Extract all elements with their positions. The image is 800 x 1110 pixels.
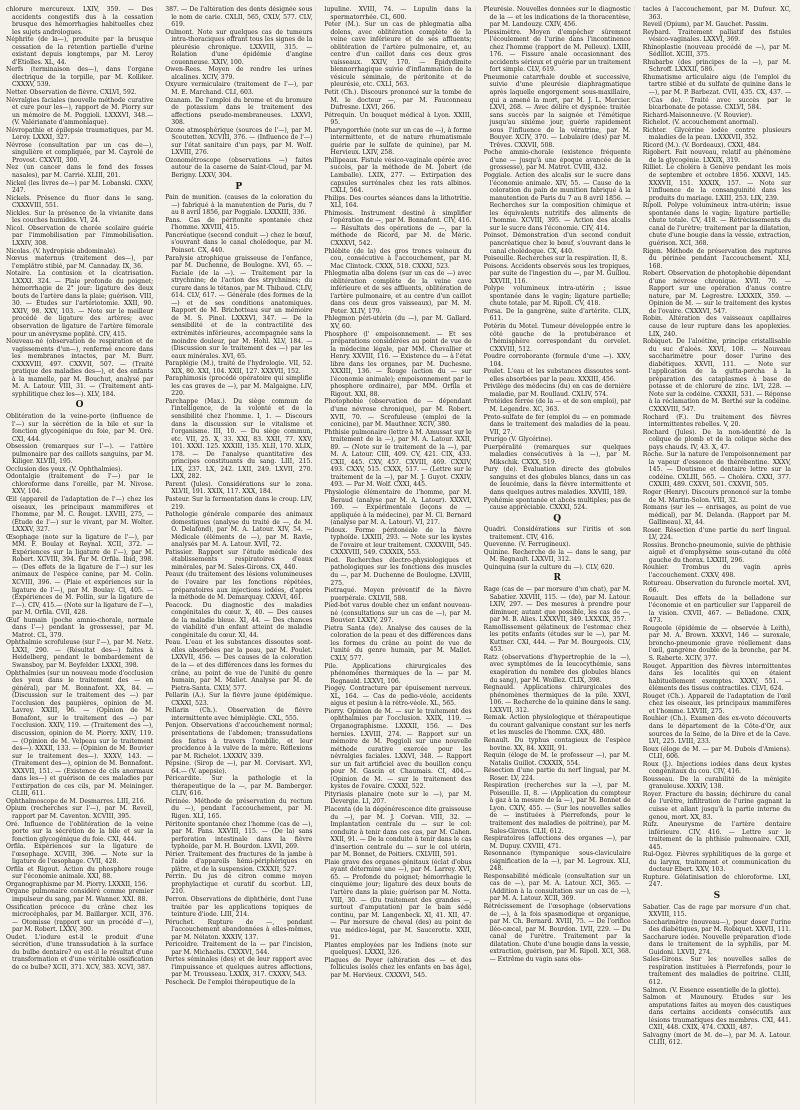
index-entry: Sabatier. Cas de rage par morsure d'un chat. XXVIII, 115.: [642, 903, 791, 919]
index-entry: Perrin. Du jus de citron comme moyen prophylactique et curatif du scorbut. LII, 210.: [165, 873, 313, 896]
index-entry: Pans. Cas de péritonite spontanée chez l'homme. XXVIII, 415.: [165, 216, 313, 232]
index-entry: Névrose (consultation par un cas de—), singulière et compliquée, par M. Cayrolé de Provost. CXXVII, 300.: [6, 141, 154, 164]
index-entry: Paralysie atrophique graisseuse de l'enfance, par M. Duchenne, de Boulogne. XVI, 65. — Faciale (de la —). — Traitement par la strychnine; de l'action des strychnines; du curare dans le tétanos, par M. Thibaud. CLIV, 614. CLV, 617. — Générale (des formes de la —) et de ses conditions anatomiques. Rapport de M. Brichotteau sur un mémoire de M. S. Pinel. LXXXVI, 347. — De la sensibilité et de la contractilité des extrémités inférieures, accompagnée sans la moindre douleur, par M. Hohl. XLV, 184. — (Discussion sur le traitement des —) par les eaux minérales. XVI, 65.: [165, 254, 313, 360]
section-letter: S: [713, 890, 721, 901]
index-entry: Néphrite (de la—), produite par la brusque cessation de la rétention partielle d'urine existant depuis longtemps, par M. Leroy d'Etiolles. XL, 44.: [6, 36, 154, 66]
index-entry: Poudre corroborante (formule d'une —). XXV, 104.: [483, 353, 631, 368]
index-entry: Ozone atmosphérique (sources de l'—), par M. Scoutetten. XCVIII, 376. — (Influence de l'—) sur l'état sanitaire d'un pays, par M. Wolf. LXVIII, 276.: [165, 126, 313, 157]
index-entry: Rotureau. Observation du furoncle mortel. XVI, 66.: [642, 579, 791, 595]
index-entry: Polype volumineux intra-utérin ; issue spontanée dans le vagin; ligature partielle; chute totale, par M. Ripoll. CV, 418.: [483, 285, 631, 308]
index-entry: Saccharimètre (nouveau—), pour doser l'urine des diabétiques, par M. Robiquet. XXVII, 111.: [642, 918, 791, 934]
index-entry: Plantes employées par les Indiens (note sur quelques). LXXXI, 326.: [324, 941, 472, 957]
index-entry: lupuline. XVIII, 74. — Lupulin dans la spermatorrhée. CL, 600.: [324, 6, 472, 21]
index-entry: Responsabilité médicale (consultation sur un cas de —), par M. A. Latour. XCI, 365. — (Addition à la consultation sur un cas de —), par M. A. Latour. XCII, 369.: [483, 872, 631, 903]
index-entry: Ophthalmies (sur un nouveau mode d'occlusion des yeux dans le traitement des — en général), par M. Bonnafont. XX, 84. — (Discussion sur le traitement des —) par l'occlusion des paupières, opinion de M. Lavrey. XXIII, 96. — (Opinion de M. Bonafont, sur le traitement des —) par l'occlusion. XXIV, 119. — (Traitement des —), discussion, opinion de M. Piorry. XXIV, 119. — (Opinion de M. Velpeau sur le traitement des—). XXXII, 133. — (Opinion de M. Bouvier sur le traitement des—). XXXV, 143. — (Traitement des—), opinion de M. Bonnafont. XXXVII, 151. — (Existence de cils anormaux dans les—) et guérison de ces maladies par l'extirpation de ces cils, par M. Meininger. CLIII, 611.: [6, 669, 154, 798]
index-entry: Rochard (F.). Du traitement des fièvres intermittentes rebelles. V, 20.: [642, 413, 791, 429]
index-entry: Parent (Jules). Considérations sur le zona. XLVII, 191. XXIX, 117. XXX, 184.: [165, 480, 313, 496]
index-entry: Requin (éloge de M. le professeur —), par M. Natalis Guillot. CXXXIX, 554.: [483, 752, 631, 767]
index-entry: Porsa. De la gangrène, suite d'artérite. CLIX, 611.: [483, 307, 631, 323]
index-entry: Rufz. Aneurysme de l'artère dentaire inférieure. CIV, 416. — Lettre sur le traitement de la phthisie pulmonaire. CXII, 445.: [642, 821, 791, 851]
index-columns: [6, 6, 794, 1104]
index-entry: Rage (cas de — par morsure d'un chat), par M. Sabatier. XXVIII, 115. — (de), par M. Latour. LXIV, 297. — Des mesures à prendre pour diminuer, autant que possible, les cas de —, par M. B. Alies. LXXXVII, 349. LXXXIX, 357.: [483, 586, 631, 624]
index-entry: Pile. Applications chirurgicales des phénomènes thermiques de la — par M. Regnauld. LXXVI, 106.: [324, 662, 472, 685]
index-entry: Quevenne. (V. Ferrugineux).: [483, 541, 571, 549]
index-entry: Rouget (Ch.). Appareil de l'adaptation de l'œil chez les oiseaux, les principaux mammifères et l'homme. LXVIII, 275.: [642, 692, 791, 715]
index-entry: Rouault. Des effets de la belladone sur l'économie et en particulier sur l'appareil de la vision. CXVII, 467. — Belladone. CXIX, 473.: [642, 594, 791, 625]
index-entry: Piogey. Contracture par épuisement nerveux. XL, 164. — Cas de pedio-véole, accidents aigus et pesiun à la rétro-véole. XL, 565.: [324, 685, 472, 708]
index-entry: Rupture. Gélatinisation de chloroforme. LXI, 247.: [642, 873, 791, 889]
index-entry: Rigen. Méthode de préservation des ruptures du périnée pendant l'accouchement. XLI, 168.: [642, 247, 791, 270]
index-entry: Pellarin (A.). Sur la fièvre jaune épidémique. CXXXI, 523.: [165, 692, 313, 707]
index-entry: Paraphimosis (procédé opératoire qui simplifie les cas graves de —), par M. Malgaigne. LIV, 220.: [165, 375, 313, 398]
index-entry: Rhubarbe (des principes de la —), par M. Schroff. LXXXII, 586.: [642, 58, 791, 74]
index-entry: Phosphore (l' empoisonnement. — Et ses préparations considérées au point de vue de la médecine légale, par MM. Chevallier et Henry. XXVIII, 116. — Existence du — à l'état libre dans les organes, par M. Duchesne. XXXIII, 136. — Rouge (action du — sur l'économie animale); empoisonnement par le phosphore ordinaire), par MM. Orfila et Rigout. XXI, 88.: [324, 330, 472, 398]
index-entry: Saccharure iodée. Nouvelle préparation d'iode dans le traitement de la syphilis, par M. Guidoni. LXVII, 274.: [642, 933, 791, 956]
index-entry: Orfila et Rigout. Action du phosphore rouge sur l'économie animale. XXI, 88.: [6, 865, 154, 881]
index-entry: Péruchet. Rupture de —, pendant l'accouchement abandonnées à elles-mêmes, par M. Nélaton. XXXIV, 137.: [165, 918, 313, 941]
index-entry: Romans (sur les — enrisages, au point de vue médical), par M. Delanda. (Rapport par M. Gallineau). XI, 44.: [642, 504, 791, 527]
index-entry: Rétrécissement de l'œsophage (observations de —), à la fois spasmodique et organique, par M. Ch. Bernard. XVIII, 75. — De l'orifice iléo-cæcal, par M. Bourdon. LVII, 229. — Du canal de l'urètre. Traitement par la dilatation. Chute d'une bougie dans la vessie, extraction, guérison, par M. Ripoll. XCI, 368. — Extrême du vagin sans obs-: [483, 902, 631, 963]
index-entry: Poulet. L'eau et les substances dissoutes sont-elles absorbées par la peau. XXXIII, 456.: [483, 368, 631, 383]
index-entry: Phlegmon péri-utérin (du —), par M. Gallard. XV, 60.: [324, 315, 472, 330]
index-entry: Roser. Résection d'une partie du nerf lingual. LV, 224.: [642, 526, 791, 542]
index-entry: Rhumatisme articulaire aigu (de l'emploi du tartre stibié et du sulfate de quinine dans le—), par M. P. Barbezat. CVII, 435. CX, 437. — (Cas de). Traité avec succès par le bicarbonate de potasse. CXLVI, 584.: [642, 73, 791, 112]
index-entry: Péritonite spontanée chez l'homme (cas de —), par M. Pans. XXVIII, 115. — (De la) sans perforation intestinale dans la fièvre typhoïde, par M. H. Bourdon. LXVII, 269.: [165, 820, 313, 851]
index-entry: Ratz (observations d'hypertrophie de la —), avec symptômes de la leucocythémie, sans exagération du nombre des globules blancs du sang), par M. Woillez. CLIX, 398.: [483, 653, 631, 684]
section-letter: Q: [553, 513, 562, 524]
index-entry: Phthisie pulmonaire (lettre à M. Amussat sur le traitement de la —), par M. A. Latour. XXII, 89. — (Note sur le traitement de la —), par M. A. Latour. CIII, 409. CV, 421. CIX, 433. CXII, 445. CXV, 457. CXVIII, 469. CXXIV, 493. CXXV, 515. CXXX, 517. — (Lettre sur le traitement de la —), par M. J. Guyot. CXXIV, 493. — Par M. Wolf. CXXI, 445.: [324, 428, 472, 489]
index-entry: Pasteur. Sur la fermentation dans le croup. LIV, 219.: [165, 496, 313, 511]
index-entry: Perron. Observations de diphthérie, dont l'une traitée par les applications topiques de teinture d'iode. LIII, 214.: [165, 895, 313, 919]
index-entry: Œsophage (note sur la ligature de l'—), par MM. F. Boulay et Reynal. XCII, 372. — Expériences sur la ligature de l'—), par M. Robert. XCVIII, 394. Par M. Orfila. Ibid, 398. — (Des effets de la ligature de l'—) sur les animaux de l'espèce canine, par M. Colin. XCVIII, 396. — (Plaie et expériences sur la ligature de l'—), par M. Boulay. Cl, 405. — (Expériences de M. Follin, sur la ligature de l'—). CIV, 415.— (Note sur la ligature de l'—), par M. Orfila. CVII, 428.: [6, 533, 154, 617]
index-entry: Pescheck. De l'emploi thérapeutique de la: [165, 979, 296, 986]
index-entry: Privilège des médecins (du) en cas de dernière maladie, par M. Roullaud. CXLIV, 574.: [483, 383, 631, 398]
index-entry: Périer. Traitement des fractures de la jambe à l'aide d'appareils hémi-périphériques en plâtre, et de la suspension. CXXXII, 527.: [165, 850, 313, 873]
index-entry: Rilliet. Le choléra à Genève pendant les mois de septembre et octobre 1856. XXXVI, 145. XXXVII, 151. XXXIX, 157. — Note sur l'influence de la consanguinité dans les produits du mariage. LXIII, 253. LIX, 239.: [642, 164, 791, 202]
index-entry: Oblitération de la veine-porte (influence de l'—) sur la sécrétion de la bile et sur la fonction glycogénique du foie, par M. Oré. CXI, 444.: [6, 412, 154, 443]
index-entry: Piorry. Opinion de M. — sur le traitement des ophthalmies par l'occlusion. XXIX, 119. — Organographisme. LXXXII, 156. — Des hernies. LXVIII, 274. — Rapport sur un mémoire de M. Poggioli sur une nouvelle méthode curative exercée pour les névralgies faciales. LXXVI, 348. — Rapport sur un fait artificiel avec du bouillon conçu pour M. Gascin et Chaumais. CI, 404.— (Opinion de M. — sur le traitement des kystes de l'ovaire. CXXXI, 522.: [324, 707, 472, 791]
index-entry: Oxyure vermiculaire (traitement de l'—), par M. E. Marchand. CLI, 603.: [165, 81, 313, 97]
index-entry: Périnée. Méthode de préservation du rectum du —), pendant l'accouchement, par M. Rigen. XLI, 165.: [165, 797, 313, 820]
index-entry: Pidoux. Forme péritonéale de la fièvre typhoïde. LXXIII, 293. — Note sur les kystes de l'ovaire et leur traitement. CXXXVIII, 545. CXXXVIII, 549. CXXXIX, 553.: [324, 526, 472, 557]
index-entry: Rigobert. Fait nouveau, relatif au phénomène de la glycogénie. LXXIX, 319.: [642, 149, 791, 164]
index-entry: Phlébite (de la) des gros troncs veineux du cou, consécutive à l'accouchement, par M. Mac Clintock. CXXX, 518. CXXXI, 523.: [324, 247, 472, 270]
index-entry: Richard-Maisonneuve. (V. Rouvier).: [642, 111, 753, 119]
index-entry: Resonnance (tympanique sous-claviculaire (signification de la —), par M. Legroux. XLI, 248.: [483, 850, 631, 873]
index-column-1: [6, 6, 157, 1104]
index-entry: Rhinoplastie (nouveau procédé de —), par M. Sédillot. XCIII, 375.: [642, 43, 791, 59]
index-entry: Névropathie et épilepsie traumatiques, par M. Leroy. LXXXI, 327.: [6, 126, 154, 142]
index-entry: Patissier. Rapport sur l'étude médicale des établissements respiratoires d'eaux minérales, par M. Sales-Girons. CX, 440.: [165, 548, 313, 571]
index-entry: Proto-sulfate de fer (emploi du — en pommade dans le traitement des maladies de la peau. VII, 27.: [483, 413, 631, 436]
index-entry: chlorure mercureux. LXIV, 359. — Des accidents congestifs dus à la cessation brusque des hémorrhagies habituelles chez les sujets andrologues.: [6, 6, 154, 36]
index-entry: Pericoidre. Traitement de la — par l'incision, par M. Michaelis. CXXXVI, 544.: [165, 941, 313, 956]
index-entry: Nouveau-né (observation de respiration et de vagissements d'un—), renfermé encore dans les membranes intactes, par M. Burr. CXXXVIII, 497. CXXVII, 507. — (Traité pratique des maladies des—), et des enfants à la mamelle, par M. Bouchut, analysé par M. A. Latour. VIII, 31. — (Traitement anti-syphilitique chez les—). XLV, 184.: [6, 338, 154, 398]
index-entry: Rochard (Jules). De la non-identité de la colique de plomb et de la colique sèche des pays chauds. IV, 43. X, 47.: [642, 428, 791, 451]
index-entry: Ripoll. Polype volumineux intra-utérin; issue spontanée dans le vagin; ligature partielle; chute totale. CV, 418. — Rétrécissements du canal de l'urètre; traitement par la dilatation, chute d'une bougie dans la vessie, extraction, guérison. XCI, 368.: [642, 202, 791, 247]
index-entry: Pertes séminales (des) et de leur rapport avec l'impuissance et quelques autres affections, par M. Trousseau. LXXIX, 317. CXXXV, 543.: [165, 956, 313, 979]
index-entry: Sales-Girons. Sur les nouvelles salles de respiration instituées à Pierrefonds, pour le traitement des maladies de poitrine. CLIII, 612.: [642, 956, 791, 986]
index-entry: Parchappe (Max.). Du siège commun de l'intelligence, de la volonté et de la sensibilité chez l'homme. I, 1. — Discours dans la discussion sur le vitalisme et l'organisme. III, 10. — Du siège commun, etc. VII, 25. X, 33. XXI, 83. XXII, 77. XXV, 101. XXXI. 125. XXXIII, 135. XLII, 170. XLIX, 178. — De l'analyse quantitative des principes constituants du sang. LIII, 215. LIX, 237. LX, 242. LXII, 249. LXVII, 270. LXX, 282.: [165, 397, 313, 481]
index-entry: Reveil (Opium), par M. Gauchet. Passim.: [642, 21, 769, 29]
index-entry: Pépsine. (Sirop de —), par M. Corvisart. XVI, 64.— (V. apepsie).: [165, 760, 313, 775]
index-entry: Nickels. Présence du fluor dans le sang. CXXXVIII, 551.: [6, 194, 154, 210]
index-entry: Oulmont. Note sur quelques cas de tumeurs intra-thoraciques offrant tous les signes de la pleurésie chronique. LXXVIII, 315. — Relation d'une épidémie d'angine couenneuse. XXIV, 100.: [165, 28, 313, 66]
index-column-4: [484, 6, 635, 1104]
index-entry: Nickles. Sur la présence de la vivianite dans les couches humides. VI, 24.: [6, 209, 154, 225]
index-entry: Nickel (les livres de—) par M. Lobanski. CXXV, 247.: [6, 179, 154, 195]
index-entry: Quinquina (sur la culture du —). CLV, 620.: [483, 563, 615, 571]
index-entry: Penjon. Observations d'accouchement normal; présentations de l'abdomen; transsudations des fœtus à travers l'ombilic, et leur procidence à la vulve de la mère. Réflexions par M. Richelot. LXXXIV, 339.: [165, 722, 313, 760]
index-entry: Peaux (du traitement des lésions volumineuses de l'ovaire par les fonctions répétées, préparatoires aux injections iodées, d'après la méthode de M. Demarquay. CXXVI, 461.: [165, 571, 313, 602]
index-entry: Poiseuille. Recherches sur la respiration. II, 8.: [483, 255, 627, 263]
index-entry: Œuf humain (poche amnio-chorale, normale dans l'—) pendant la grossesse), par M. Matrot. CL, 379.: [6, 616, 154, 639]
index-entry: Peacock. Du diagnostic des maladies congénitales du cœur. X, 40. — Des causes de la maladie bleue. XI, 44. — Des chances de viabilité d'un enfant atteint de maladie congénitale du cœur. XI, 44.: [165, 601, 313, 639]
index-entry: Petit (Ch.). Discours prononcé sur la tombe de M. le docteur —, par M. Fauconneau Dufresne. LXVI, 266.: [324, 89, 472, 112]
index-entry: Rouget. Apparition des fièvres intermittentes dans les localités qui en étaient habituellement exemptes. XXXV, 551. — éléments des tissus contractiles. CLVI, 624.: [642, 662, 791, 693]
index-entry: Paraplégie (M.), traité de l'hydrologie. VII, 52. XIX, 80. XXI, 104. XXII, 127. XXXVII, 152.: [165, 360, 313, 375]
index-entry: Robert. Observation de photophobie dépendant d'une névrose chronique. XVII. 70. — Rapport sur une opération d'anus contre nature, par M. Legrestre. LXXXIX, 359. — Opinion de M. — sur le traitement des kystes de l'ovaire. CXXXVI, 547.: [642, 270, 791, 315]
index-entry: Plessimètre. Moyen d'empêcher sûrement l'écoulement de l'urine dans l'incontinence chez l'homme (rapport de M. Pelleux). LXIII, 176. — Fissure anale occasionnant des accidents sérieux et guérie par un traitement fort simple. CLV, 619.: [483, 28, 631, 74]
index-entry: Pétrequin. Un bouquet médical à Lyon. XXIII, 95.: [324, 111, 472, 127]
index-entry: Pancréatique (second conduit —) chez le bœuf, s'ouvrant dans le canal cholédoque, par M. Poinsot. CX, 440.: [165, 231, 313, 254]
index-entry: Renault. Du typhus contagieux de l'espèce bovine. XX, 84. XXIII, 91.: [483, 736, 631, 752]
index-entry: Richelot. (V. accouchement anormal).: [642, 119, 759, 127]
index-entry: Rul-Ogez. Fièvres syphilitiques de la gorge et du larynx, traitement et communication du docteur Ebert. XXV, 103.: [642, 851, 791, 874]
index-entry: Pellarin (Ch.). Observation de fièvre intermittente avec hémiplégie. CXL, 555.: [165, 707, 313, 722]
section-letter: R: [553, 573, 561, 584]
index-entry: Peter (M.). Sur un cas de phlegmatia alba dolens, avec oblitération complète de la veine cave inférieure et de ses affluents; oblitération de l'artère pulmonaire, et, au centre d'un caillot dans ces deux gros vaisseaux. XXIV, 170. — Épidydimite blennorrhagique suivie d'inflammation de la vésicule séminale, de péritonite et de pleurésie, etc. CXLI, 563.: [324, 21, 472, 89]
index-entry: Rossius. Broncho-pneumonie, suivie de phthisie aiguë et d'emphysème sous-cutané du côté gauche du thorax. LXXIII, 296.: [642, 541, 791, 564]
index-column-2: [165, 6, 316, 1104]
index-entry: Pain de munition. (causes de la coloration du —) fabriqué à la manutention de Paris, du 7 au 8 avril 1856, par Poggiale. LXXXIII, 336.: [165, 194, 313, 217]
index-entry: Robiquet. De l'aloétine, principe cristallisable du suc d'aloès. XXVI, 108. — Nouveau saccharimètre pour doser l'urine des diabétiques. XXVII, 111. — Note sur l'application de la gutta-percha à la préparation des cataplasmes à base de potasse et de chlorure de zinc. LVI, 228. — Note sur la codéine. CXXXII, 531. — Réponse à la réclamation de M. Berthé sur la codéine. CXXXVIII, 547.: [642, 338, 791, 413]
section-letter: O: [75, 400, 84, 411]
index-entry: Plaie grave des organes génitaux (éclat d'obus ayant déterminé une —), par M. Larrey. XVI, 65. — Profonde du poignet; hémorrhagie le cinquième jour; ligature des deux bouts de l'artère dans la plaie; guérison par M. Notta. VIII, 30. — (Du traitement des grandes —, surtout d'amputation) par le bain sédé continu, par M. Langenbeck. XI, 41. XII, 47. — Par morsure de cheval (des) au point de vue médico-légal, par M. Saucerotte. XXII, 91.: [324, 858, 472, 942]
index-entry: Ophthalmie scrofuleuse (sur l'—), par M. Netz. LXXI, 290. — (Résultat des—) faites à Heidelberg, pendant le bombardement de Swansboy, par M. Beyfelder. LXXXI, 398.: [6, 639, 154, 670]
index-entry: Opium (recherches sur l'—), par M. Reveil, rapport par M. Caventon. XCVIII, 395.: [6, 805, 154, 820]
index-entry: Royer. Fracture du bassin; déchirure du canal de l'urètre, infiltration de l'urine gagnant la cuisse et allant jusqu'à la partie interne du genou, mort. XX, 83.: [642, 790, 791, 821]
index-entry: Pneumonie catarrhale double et successive, suivie d'une pleurésie diaphragmatique après laquelle engorgement sous-maxillaire, qui a amené la mort, par M. J. L. Mercier. LXVI, 268. — Avec délire et dyspnée: traitée sans succès par la saignée et l'émétique jusqu'au sixième jour, guérie rapidement sous l'influence de la vératrine, par M. Bouyer. XCIV, 370. — Lobulaire (des) par M. Trêves. CXXVII, 508.: [483, 73, 631, 149]
index-entry: Ozanam. De l'emploi du brome et du bromure de potassium dans le traitement des affections pseudo-membraneuses. LXXVI, 308.: [165, 96, 313, 127]
index-entry: Nicol. Observation de chorée scolaire guérie par l'immobilisation par l'immobilisation. LXXIV, 308.: [6, 224, 154, 247]
index-entry: Potérin du Motel. Tumeur développée entre le côté gauche de la protubérance et l'hémisphère correspondant du cervelet. CXXVIII, 512.: [483, 322, 631, 353]
index-entry: Salmon et Maunoury. Études sur les amputations faites au moyen des caustiques dans certains accidents consécutifs aux lésions traumatiques des membres. CXI, 441. CXII, 448. CXIX, 474. CXXII, 487.: [642, 994, 791, 1032]
index-entry: Respiratoires (affections des organes —), par M. Dupuy. CXVIII, 471.: [483, 835, 631, 850]
index-entry: Salvagny (mort de M. de—), par M. A. Latour. CLIII, 612.: [642, 1031, 791, 1047]
index-entry: Placenta (de la dégénérescence dite graisseuse du —), par M. J. Corvan. VIII, 32. — Implantation centrale du — sur le col: conduite à tenir dans ces cas, par M. Cahen. XXII, 91. — De la conduite à tenir dans le cas d'insertion centrale du — sur le col utérin, par M. Bonnet, de Poitiers. CXLVIII, 591.: [324, 805, 472, 859]
index-entry: Poinsot. Démonstration d'un second conduit pancréatique chez le bœuf, s'ouvrant dans le canal cholédoque. CX, 440.: [483, 232, 631, 255]
index-entry: Roux (éloge de M. — par M. Dubois d'Amiens). CLII, 606.: [642, 745, 791, 761]
index-entry: Protéides ferrée (de la — et de son emploi), par M. Legendre. XC, 363.: [483, 398, 631, 413]
index-entry: Photophobie (observation de — dépendant d'une névrose chronique), par M. Robert. XVII, 70. — Scrofuleuse (emploi de la conicine), par M. Mauthner. XCIV, 380.: [324, 398, 472, 429]
index-entry: Netter. Observation de fièvre. CXLVI, 592.: [6, 89, 137, 97]
index-entry: Reybard. Traitement palliatif des fistules vésico-vaginales. LXXVI, 369.: [642, 28, 791, 44]
index-entry: Salmon. (V. Essence essentielle de la glotte).: [642, 986, 781, 994]
index-entry: Quinine. Recherche de la — dans le sang, par M. Regnault. LXXVII, 312.: [483, 548, 631, 564]
index-entry: 387. — De l'altération des dents désignée sous le nom de carie. CXLII, 565, CXLV, 577. CLV, 619.: [165, 6, 313, 29]
index-entry: Remak. Action physiologique et thérapeutique du courant galvanique constant sur les nerfs et les muscles de l'homme. CXX, 480.: [483, 714, 631, 737]
index-entry: Roche. Sur la nature de l'empoisonnement par la vapeur d'essence de thérébentine. XXXV, 145. — Doutisme et dentaire lettre sur la codéine. CXLIII, 565. — Choléra. CXXI, 377. CXXIII, 489. CXXVI, 501. CXXVII, 505.: [642, 451, 791, 489]
index-entry: Orfila. Expériences sur la ligature de l'œsophage. XCVIII, 396. — Note sur la ligature de l'œsophage. CVII, 428.: [6, 843, 154, 866]
index-entry: Philips. Des courtes séances dans la lithotritie. XLI, 164.: [324, 194, 472, 210]
index-entry: Physiologie élémentaire de l'homme, par M. Beraud (analyse par M. A. Latour). XXXVI, 169. — Expérimentale (leçons de — appliquée à la médecine), par M. Cl. Bernard (analyse par M. A. Latour). VI, 217.: [324, 489, 472, 527]
index-entry: Pury (de). Évaluation directe des globules sanguins et des globules blancs, dans un cas de leucémie, dans la fièvre intermittente et dans quelques autres maladies. XXVIII, 189.: [483, 466, 631, 496]
index-entry: Richter. Glycérine iodée contre plusieurs maladies de la peau. LXXXVII, 352.: [642, 126, 791, 142]
index-entry: Ozonométroscope (observations —) faites autour de la caserne de Saint-Cloud, par M. Berigny. LXXV, 304.: [165, 156, 313, 180]
index-entry: Nœvus maternus (traitement des—), par l'emplâtre stibié, par M. Cannaday. IX, 36.: [6, 255, 154, 270]
index-entry: Oudet. L'iodure est-il le produit d'une sécrétion, d'une transsudation à la surface du bulbe dentaire? ou est-il le résultat d'une transformation et d'une véritable ossification de ce bulbe? XCII, 371. XCV, 383. XCVI, 387.: [6, 933, 154, 971]
index-entry: Ophthalmoscope de M. Desmarres. LIII, 216.: [6, 797, 146, 805]
index-entry: tacles à l'accouchement, par M. Dufour. XC, 363.: [642, 6, 791, 21]
index-entry: Organe pulmonaire considéré comme premier impulseur du sang, par M. Wanner. XXI. 88.: [6, 888, 154, 903]
index-entry: Œil (appareil de l'adaptation de l'—) chez les oiseaux, les principaux mammifères et l'homme, par M. C. Rouget. LXVIII, 275, — (Étude de l'—) sur le vivant, par M. Wolter. LXXXV, 327.: [6, 496, 154, 534]
index-entry: Roux (J.). Injections iodées dans deux kystes congénitaux du cou. CIV, 416.: [642, 760, 791, 776]
index-entry: Nerfs (terminaison des—), dans l'organe électrique de la torpille, par M. Kolliker. CXXXV, 539.: [6, 66, 154, 89]
index-entry: Prurigo (V. Glycérine).: [483, 436, 553, 444]
index-entry: Philipeaux. Fistule vésico-vaginale opérée avec succès, par la méthode de M. Jobert (de Lamballe). LXIX, 277. — Extirpation des capsules surrénales chez les rats albinos. CXLI, 564.: [324, 156, 472, 195]
index-entry: Puerpéralité (remarques sur quelques maladies consécutives à la —), par M. Mikschik. CXXX, 519.: [483, 443, 631, 466]
index-entry: Pyohémie spontanée et abcès multiples; pas de cause appréciable. CXXXI, 524.: [483, 496, 631, 512]
index-entry: Regnauld. Applications chirurgicales des phénomènes thermiques de la pile. XXVI, 106. — Recherche de la quinine dans le sang. LXXVII, 312.: [483, 684, 631, 714]
index-entry: Péricardite. Sur la pathologie et la thérapeutique de la —, par M. Bamberger. CLIV, 616.: [165, 775, 313, 798]
index-entry: Peau. L'eau et les substances dissoutes sont-elles absorbées par la peau, par M. Poulet. LXXVII, 456. — Des causes de la coloration de la — et des différences dans les formes du crâne, au point de vue de l'unité du genre humain, par M. Maliet. Analyse par M. de Pietra-Santa. CXLV, 577.: [165, 639, 313, 692]
index-entry: Plaques de Peyer (altération des — et des follicules isolés chez les enfants en bas âge), par M. Hervieux. CXXXVI, 545.: [324, 956, 472, 979]
index-entry: Ricord (M.). (V. Bordeaux). CXXI, 484.: [642, 141, 761, 149]
index-entry: Obsession (remarques sur l'—). — l'attère pulmonaire par des caillots sanguins, par M. Kiliger. XLVIII, 195.: [6, 443, 154, 466]
index-column-3: [324, 6, 475, 1104]
index-entry: Résection d'une partie du nerf lingual, par M. Roser. LV, 224.: [483, 767, 631, 782]
index-entry: Pied-bot varus double chez un enfant nouveau-né (consultations sur un cas de —), par M. Bouvier. LXXIV, 297.: [324, 602, 472, 625]
index-entry: Occlusion des yeux. (V. Ophthalmies).: [6, 465, 123, 473]
index-entry: Odontalgie (traitement de l'—) par le chloroforme dans l'oreille, par M. Nivose. XXV, 104.: [6, 473, 154, 496]
index-entry: Respiration (recherches sur la —), par M. Poiseuille. II, 8. — (Application du compteur à gaz à la mesure de la —), par M. Bonnet de Lyon. CXIV, 455. — (Sur les nouvelles salles de — instituées à Pierrefonds, pour le traitement des maladies de poitrine), par M. Sales-Girons. CLII, 612.: [483, 782, 631, 835]
index-entry: Rouhier (Ch.). Examen des ex-voto découverts dans le département de la Côte-d'Or, aux sources de la Seine, de la Dive et de la Cave. LVI, 225. LVIII, 233.: [642, 715, 791, 746]
index-entry: Poggiale. Action des alcalis sur le sucre dans l'économie animale. XIV, 55. — Cause de la coloration du pain de munition fabriqué à la manutention de Paris du 7 au 8 avril 1856. — Recherches sur la composition chimique et les équivalents nutritifs des aliments de l'homme. XCVIII, 395. — Action des alcalis sur le sucre dans l'économie. CIV, 414.: [483, 172, 631, 232]
index-entry: Névralgies faciales (nouvelle méthode curative et cure pour les—), rapport de M. Piorry sur un mémoire de M. Poggioli. LXXXVI, 348.— (V. Valérianate d'ammoniaque).: [6, 96, 154, 127]
index-entry: Poche amnio-chorale (existence fréquente d'une — jusqu'à une époque avancée de la grossesse), par M. Matrot. CVIII, 432.: [483, 149, 631, 172]
index-entry: Pietra Santa (de). Analyse des causes de la coloration de la peau et des différences dans les formes du crâne au point de vue de l'unité du genre humain, par M. Mallet. CXLV, 577.: [324, 624, 472, 663]
index-entry: Phimosis. Instrument destiné à simplifier l'opération de —, par M. Bonnafont. CIV, 416. — Résultats des opérations de —, par la méthode de Ricord, par M. de Méric. CXXXVI, 542.: [324, 209, 472, 247]
index-entry: Phlegmatia alba dolens (sur un cas de —) avec oblitération complète de la veine cave inférieure et de ses affluents, oblitération de l'artère pulmonaire, et au centre d'un caillot dans ces deux gros vaisseaux), par M. M. Peter. XLIV, 179.: [324, 270, 472, 315]
index-entry: Nicolas. (V. hydropisie abdominale).: [6, 247, 118, 255]
index-entry: Roger (Henry). Discours prononcé sur la tombe de M. Martin-Solon. VIII, 32.: [642, 489, 791, 504]
index-entry: Oré. Influence de l'oblitération de la veine porte sur la sécrétion de la bile et sur la fonction glycogénique du foie. CXI, 444.: [6, 820, 154, 843]
index-entry: Robin. Altération des vaisseaux capillaires cause de leur rupture dans les apoplexies. LIX, 240.: [642, 315, 791, 338]
index-entry: Ossification précoce du crâne chez les microcéphales, par M. Baillarger. XCII, 376. — Otomisse (rapport sur un procédé d'—), par M. Robert. LXXV, 300.: [6, 903, 154, 934]
index-column-5: [643, 6, 794, 1104]
index-entry: Ramollissement gélatineux de l'estomac chez les petits enfants (études sur le —), par M. Kuttner. CXI, 444. — Par M. Bourgeois. CLV, 453.: [483, 623, 631, 654]
index-entry: Rouhier. Trombus du vagin après l'accouchement. CXXV, 498.: [642, 564, 791, 580]
index-entry: Owen-Rees. Moyen de rendre les urines alcalines. XCIV, 379.: [165, 66, 313, 81]
index-entry: Notaire. La contusion et la cicatrisation. LXXXI. 324. — Plaie profonde du poignet; hémorrhagie de 2° jour: ligature des deux bouts de l'artère dans la plaie; guérison. VIII, 30. — Études sur l'artériotomie. XXII, 90. XXIV, 98. XXV, 103. — Note sur le meilleur procédé de ligature des artères; avec observation de ligature de l'artère fémorale pour un anévrysme poplité. CIV, 415.: [6, 270, 154, 338]
index-entry: Pied. Recherches électro-physiologiques et pathologiques sur les fonctions des muscles du —, par M. Duchenne de Boulogne. LXVIII, 275.: [324, 556, 472, 587]
index-entry: Quadri. Considérations sur l'iritis et son traitement. CIV, 416.: [483, 526, 631, 541]
index-entry: Organographisme par M. Piorry. LXXXII, 156.: [6, 880, 148, 888]
index-entry: Pityriasis planaire (note sur le —), par M. Devergie. LI, 207.: [324, 790, 472, 806]
index-entry: Rougeole (épidémie de — observée à Leith), par M. A. Brown. XXXVI, 146 — suroxale, broncho-pneumonie grave réellement dans l'œil, gangrène double de la bronche, par M. S. Raberte. XCIV, 377.: [642, 624, 791, 663]
section-letter: P: [235, 181, 243, 192]
index-entry: Pharyngorrhée (note sur un cas de —), à forme intermittente, et de nature rhumatismale guérie par le sulfate de quinine), par M. Hervieux. LXIV, 258.: [324, 126, 472, 157]
index-entry: Nez (un cancer dans le fond des fosses nasales), par M. Carrié. XLIII, 201.: [6, 164, 154, 180]
index-entry: Pleurésie. Nouvelles données sur le diagnostic de la — et les indications de la thoracentèse, par M. Landouzy. CXIV, 456.: [483, 6, 631, 29]
index-entry: Poisons. Accidents observés sous les tropiques, par suite de l'ingestion du —, par M. Guillou. XXVIII, 116.: [483, 262, 631, 285]
index-entry: Rousseau. De la curabilité de la ménigite granuleuse. XXXIV, 138.: [642, 775, 791, 791]
index-entry: Pathologie générale comparée des animaux domestiques (analyse du traité de —, de M. O. Delafond), par M. A. Latour. XIV, 54. — Médicale (éléments de —), par M. Ravle, analysés par M. A. Latour. XVII, 72.: [165, 511, 313, 549]
index-entry: Pietraqué. Moyen préventif de la fièvre puerpérale. CXLVII, 588.: [324, 587, 472, 602]
